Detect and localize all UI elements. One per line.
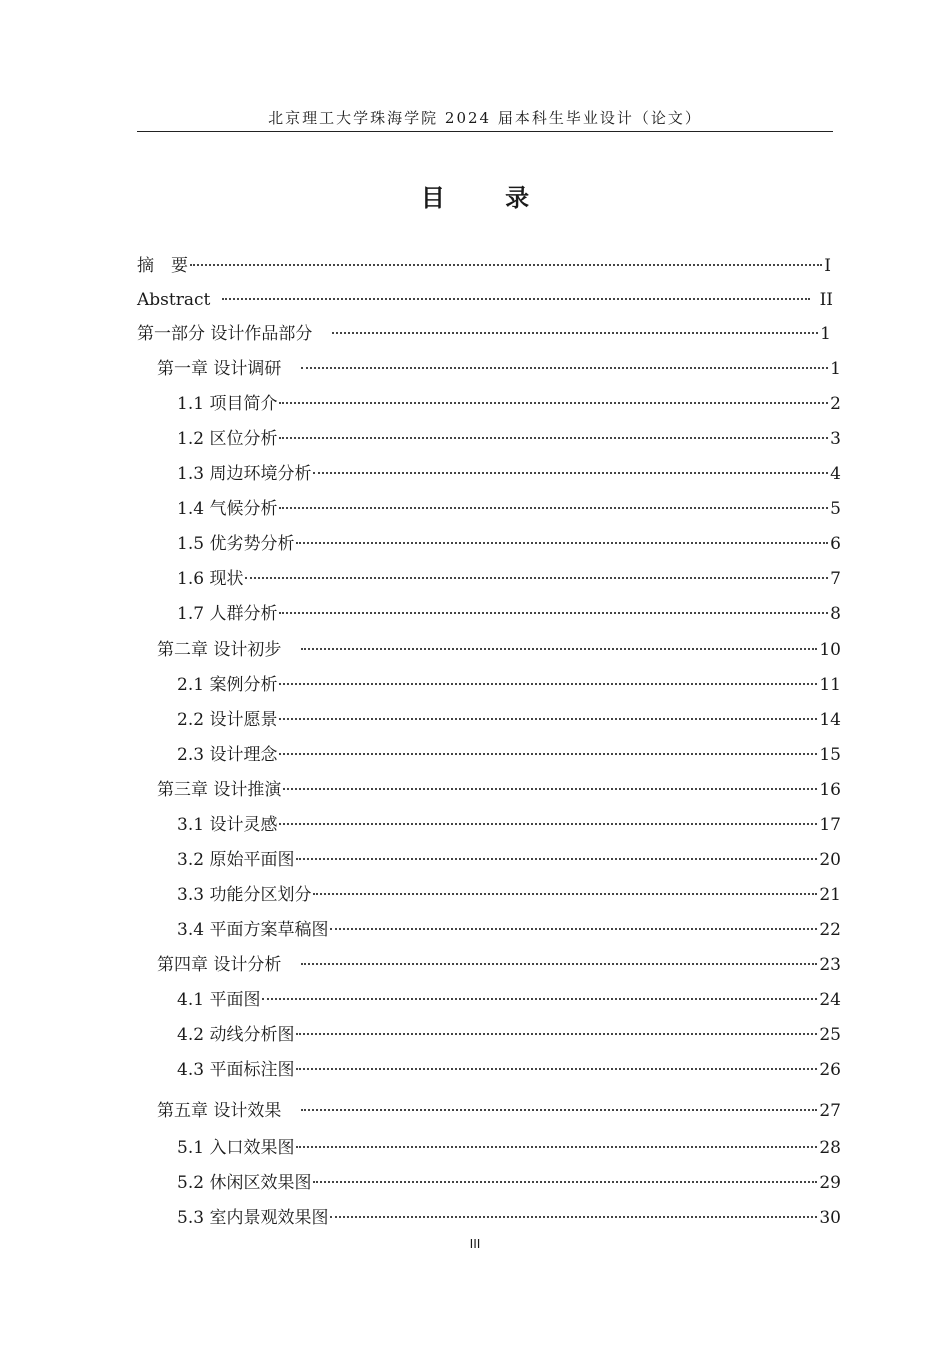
toc-page-number: 14: [819, 710, 841, 730]
toc-label: 第二章 设计初步: [157, 640, 282, 660]
toc-title: 目 录: [420, 183, 556, 212]
toc-entry-section-3-1[interactable]: [177, 812, 841, 838]
toc-entry-section-1-2[interactable]: [177, 426, 841, 452]
toc-label: 5.1 入口效果图: [177, 1138, 295, 1158]
toc-entry-chapter-4[interactable]: [157, 952, 841, 978]
toc-page-number: 26: [819, 1060, 841, 1080]
toc-entry-abstract-en[interactable]: [137, 287, 833, 313]
dot-leader: [301, 963, 817, 965]
toc-label: 4.2 动线分析图: [177, 1025, 295, 1045]
toc-entry-chapter-2[interactable]: [157, 637, 841, 663]
toc-entry-section-1-1[interactable]: [177, 391, 841, 417]
dot-leader: [296, 1068, 817, 1070]
toc-page-number: 5: [830, 499, 841, 519]
toc-page-number: 22: [819, 920, 841, 940]
dot-leader: [296, 1033, 817, 1035]
toc-label: 5.3 室内景观效果图: [177, 1208, 329, 1228]
toc-label: 1.1 项目简介: [177, 394, 278, 414]
toc-page-number: 2: [830, 394, 841, 414]
dot-leader: [330, 928, 817, 930]
toc-label: 1.4 气候分析: [177, 499, 278, 519]
toc-label: 摘 要: [137, 256, 188, 276]
dot-leader: [313, 893, 817, 895]
toc-entry-section-1-5[interactable]: [177, 531, 841, 557]
toc-page-number: 1: [830, 359, 841, 379]
toc-page-number: 24: [819, 990, 841, 1010]
dot-leader: [332, 332, 818, 334]
toc-page-number: 11: [819, 675, 841, 695]
toc-page-number: 23: [819, 955, 841, 975]
toc-label: 3.1 设计灵感: [177, 815, 278, 835]
toc-page-number: 20: [819, 850, 841, 870]
toc-page-number: 4: [830, 464, 841, 484]
toc-entry-section-4-2[interactable]: [177, 1022, 841, 1048]
toc-page-number: 7: [830, 569, 841, 589]
toc-page-number: 17: [819, 815, 841, 835]
toc-page-number: 6: [830, 534, 841, 554]
running-header: 北京理工大学珠海学院 2024 届本科生毕业设计（论文）: [268, 109, 702, 127]
toc-page-number: 21: [819, 885, 841, 905]
dot-leader: [301, 367, 828, 369]
toc-page-number: 8: [830, 604, 841, 624]
toc-page-number: 1: [820, 324, 831, 344]
toc-label: 第一章 设计调研: [157, 359, 282, 379]
toc-label: 第一部分 设计作品部分: [137, 324, 313, 344]
toc-label: 1.7 人群分析: [177, 604, 278, 624]
toc-label: Abstract: [137, 290, 211, 310]
dot-leader: [296, 858, 817, 860]
dot-leader: [279, 507, 828, 509]
dot-leader: [245, 577, 828, 579]
toc-page-number: II: [819, 290, 833, 310]
dot-leader: [262, 998, 817, 1000]
toc-label: 1.2 区位分析: [177, 429, 278, 449]
toc-label: 2.3 设计理念: [177, 745, 278, 765]
toc-entry-abstract-cn[interactable]: [137, 253, 831, 279]
toc-entry-section-2-3[interactable]: [177, 742, 841, 768]
dot-leader: [313, 1181, 817, 1183]
toc-entry-section-4-3[interactable]: [177, 1057, 841, 1083]
toc-label: 3.4 平面方案草稿图: [177, 920, 329, 940]
toc-page-number: 25: [819, 1025, 841, 1045]
toc-page-number: 3: [830, 429, 841, 449]
toc-label: 3.3 功能分区划分: [177, 885, 312, 905]
toc-page-number: 10: [819, 640, 841, 660]
toc-page-number: 16: [819, 780, 841, 800]
dot-leader: [296, 542, 828, 544]
toc-entry-section-1-3[interactable]: [177, 461, 841, 487]
toc-label: 第五章 设计效果: [157, 1101, 282, 1121]
toc-entry-section-2-1[interactable]: [177, 672, 841, 698]
toc-label: 5.2 休闲区效果图: [177, 1173, 312, 1193]
dot-leader: [301, 648, 817, 650]
dot-leader: [279, 823, 817, 825]
dot-leader: [296, 1146, 817, 1148]
toc-label: 第三章 设计推演: [157, 780, 282, 800]
toc-entry-section-4-1[interactable]: [177, 987, 841, 1013]
dot-leader: [301, 1109, 817, 1111]
toc-entry-section-3-4[interactable]: [177, 917, 841, 943]
dot-leader: [279, 437, 828, 439]
toc-entry-chapter-1[interactable]: [157, 356, 841, 382]
dot-leader: [279, 683, 817, 685]
toc-entry-section-1-6[interactable]: [177, 566, 841, 592]
dot-leader: [222, 298, 809, 300]
toc-label: 1.5 优劣势分析: [177, 534, 295, 554]
toc-entry-section-1-7[interactable]: [177, 601, 841, 627]
dot-leader: [279, 612, 828, 614]
toc-entry-section-1-4[interactable]: [177, 496, 841, 522]
toc-entry-section-5-2[interactable]: [177, 1170, 841, 1196]
toc-page-number: 30: [819, 1208, 841, 1228]
dot-leader: [279, 402, 828, 404]
toc-label: 2.2 设计愿景: [177, 710, 278, 730]
toc-label: 1.3 周边环境分析: [177, 464, 312, 484]
toc-page-number: 27: [819, 1101, 841, 1121]
dot-leader: [279, 718, 817, 720]
toc-label: 2.1 案例分析: [177, 675, 278, 695]
toc-page-number: 28: [819, 1138, 841, 1158]
dot-leader: [279, 753, 817, 755]
toc-entry-section-2-2[interactable]: [177, 707, 841, 733]
dot-leader: [190, 264, 822, 266]
toc-entry-section-5-3[interactable]: [177, 1205, 841, 1231]
toc-entry-section-5-1[interactable]: [177, 1135, 841, 1161]
toc-entry-section-3-2[interactable]: [177, 847, 841, 873]
dot-leader: [313, 472, 828, 474]
toc-page-number: 29: [819, 1173, 841, 1193]
toc-page-number: I: [824, 256, 831, 276]
toc-label: 1.6 现状: [177, 569, 244, 589]
page-number: III: [469, 1236, 481, 1251]
toc-entry-chapter-3[interactable]: [157, 777, 841, 803]
toc-page-number: 15: [819, 745, 841, 765]
toc-label: 3.2 原始平面图: [177, 850, 295, 870]
dot-leader: [283, 788, 817, 790]
toc-label: 4.3 平面标注图: [177, 1060, 295, 1080]
toc-label: 4.1 平面图: [177, 990, 261, 1010]
toc-entry-part-one[interactable]: [137, 321, 831, 347]
toc-label: 第四章 设计分析: [157, 955, 282, 975]
toc-entry-chapter-5[interactable]: [157, 1098, 841, 1124]
dot-leader: [330, 1216, 817, 1218]
toc-entry-section-3-3[interactable]: [177, 882, 841, 908]
